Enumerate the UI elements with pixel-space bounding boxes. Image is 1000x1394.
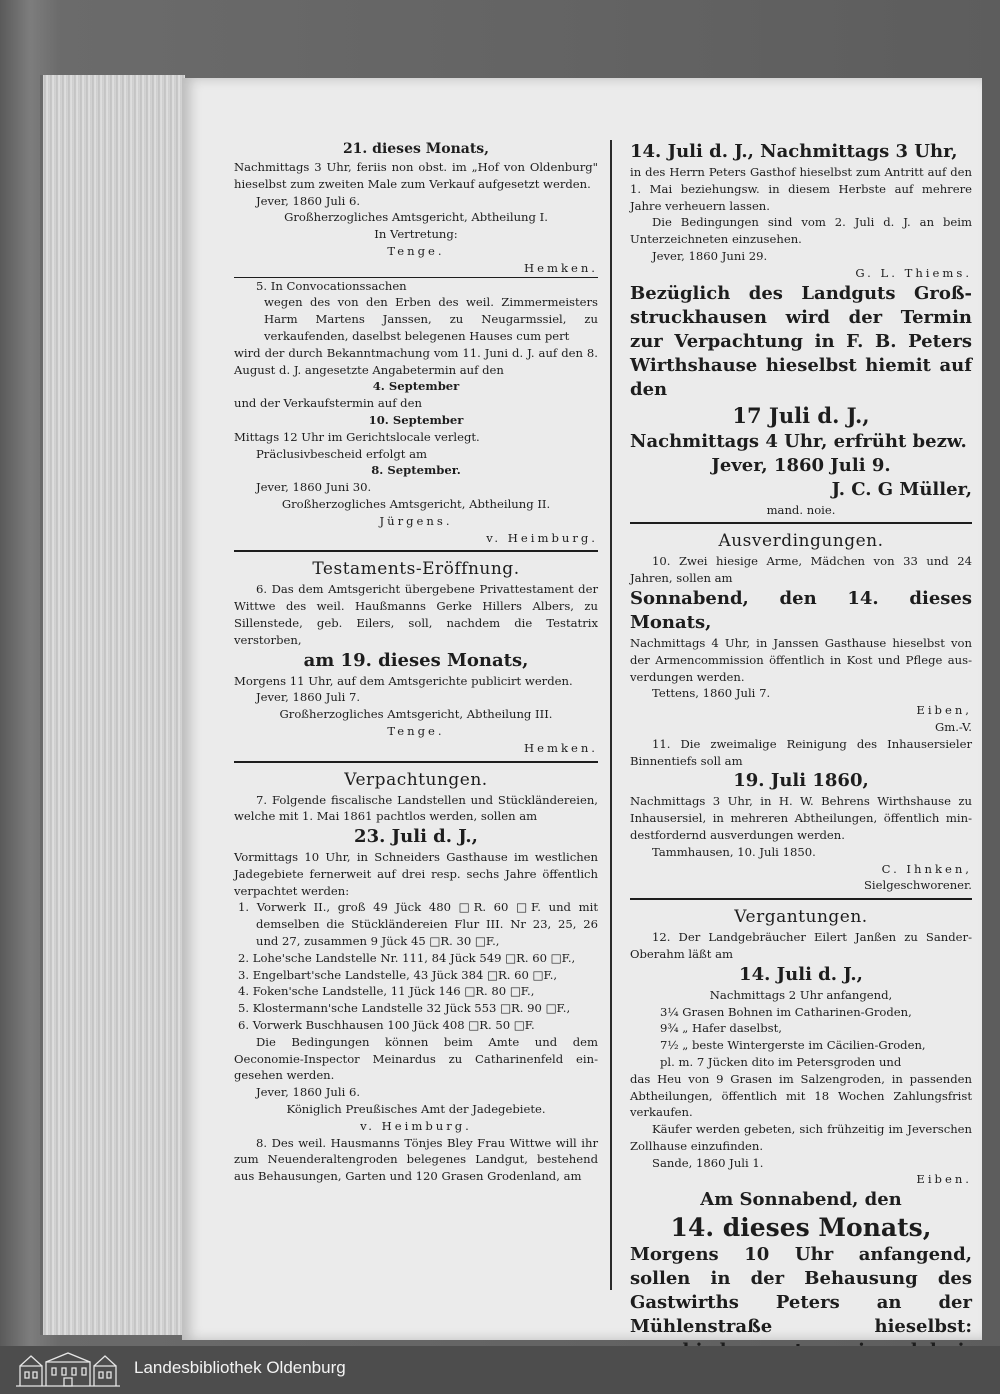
notice-text: Morgens 10 Uhr anfangend, sollen in der Behausung des Gastwirths Peters an der Mühlenstraße hieselbst:: [630, 1244, 972, 1338]
notice-date: 4. September: [372, 379, 460, 394]
section-rule: [630, 522, 972, 524]
section-rule: [630, 898, 972, 900]
list-item: 1. Vorwerk II., groß 49 Jück 480 □R. 60 □F. und mit demselben die Stückländereien Flur III. Nr 23, 25, 26 und 27, zusammen 9 Jück 45 □R. 30 □F.,: [238, 900, 598, 949]
notice-place-date: Jever, 1860 Juni 30.: [256, 480, 372, 495]
notice-place-date: Tettens, 1860 Juli 7.: [652, 686, 771, 701]
list-item: 9¾ „ Hafer daselbst,: [660, 1021, 782, 1036]
notice-date: 19. Juli 1860,: [733, 770, 869, 792]
notice-place-date: Tammhausen, 10. Juli 1850.: [652, 844, 816, 859]
notice-text: das Heu von 9 Grasen im Salzengroden, in passenden Abtheilungen, öffentlich mit 18 Wochen Zahlungsfrist verkaufen.: [630, 1071, 972, 1120]
notice-signature: Tenge.: [387, 243, 445, 258]
notice-text: Nachmittags 3 Uhr, in H. W. Behrens Wirthshause zu Inhausersiel, in mehreren Abtheilungen, öffentlich mindestfordernd ausverdungen werden.: [630, 794, 972, 842]
right-column: [630, 140, 972, 1387]
notice-date: am 19. dieses Monats,: [303, 649, 529, 671]
notice-date: 17 Juli d. J.,: [732, 402, 870, 428]
notice-text: Die Bedingungen können beim Amte und dem Oeconomie-Inspector Meinardus zu Catharinenfeld eingesehen werden.: [234, 1034, 598, 1083]
notice-signature: Jürgens.: [379, 513, 453, 528]
list-item: pl. m. 7 Jücken dito im Petersgroden und: [660, 1054, 902, 1069]
notice-date: 14. Juli d. J.,: [739, 963, 863, 985]
notice-text: 5. In Convocationssachen: [256, 278, 407, 293]
notice-place-date: Jever, 1860 Juli 6.: [256, 1085, 361, 1100]
notice-text: 6. Das dem Amtsgericht übergebene Privattestament der Wittwe des weil. Haußmanns Gerke Hillers Albers, zu Sillenstede, geb. Eilers, soll, nachdem die Testatrix verstorben,: [234, 582, 598, 647]
book-page-edges: [40, 75, 185, 1335]
notice-text: Vormittags 10 Uhr, in Schneiders Gasthause im westlichen Jadegebiete fernerweit auf drei resp. sechs Jahre öffentlich verpachtet werden:: [234, 850, 598, 898]
notice-text: wird der durch Bekanntmachung vom 11. Juni d. J. auf den 8. August d. J. angesetzte Angabetermin auf den: [234, 345, 598, 377]
notice-place-date: Sande, 1860 Juli 1.: [652, 1155, 764, 1170]
column-divider: [610, 140, 612, 1290]
newspaper-page: [182, 78, 982, 1340]
left-column: [234, 140, 598, 1185]
notice-signature: Eiben,: [916, 703, 972, 718]
library-name: Landesbibliothek Oldenburg: [134, 1358, 346, 1377]
notice-signature: Hemken.: [523, 740, 598, 755]
list-item: 3. Engelbart'sche Landstelle, 43 Jück 384 □R. 60 □F.,: [238, 967, 558, 982]
notice-place-date: Jever, 1860 Juli 6.: [256, 193, 361, 208]
notice-text: 10. Zwei hiesige Arme, Mädchen von 33 und 24 Jahren, sollen am: [630, 554, 972, 586]
notice-text: Nachmittags 4 Uhr, erfrüht bezw.: [630, 430, 967, 452]
notice-court: Großherzogliches Amtsgericht, Abtheilung II.: [281, 496, 551, 511]
notice-place-date: Jever, 1860 Juli 9.: [711, 454, 891, 476]
notice-text: Käufer werden gebeten, sich frühzeitig im Jeverschen Zollhause einzufinden.: [630, 1122, 972, 1153]
notice-date: 14. Juli d. J., Nachmittags 3 Uhr,: [630, 141, 958, 162]
list-item: 6. Vorwerk Buschhausen 100 Jück 408 □R. 50 □F.: [238, 1018, 535, 1033]
notice-date: 8. September.: [371, 463, 461, 478]
section-heading: Vergantungen.: [734, 907, 868, 928]
notice-text: und der Verkaufstermin auf den: [234, 396, 422, 411]
notice-text: 7. Folgende fiscalische Landstellen und Stückländereien, welche mit 1. Mai 1861 pachtlos werden, sollen am: [234, 792, 598, 824]
list-item: 4. Foken'sche Landstelle, 11 Jück 146 □R. 80 □F.,: [238, 984, 535, 999]
notice-date: 10. September: [368, 412, 464, 427]
notice-signature: Eiben.: [916, 1172, 972, 1187]
notice-date: 21. dieses Monats,: [342, 141, 490, 157]
notice-text: 11. Die zweimalige Reinigung des Inhausersieler Binnentiefs soll am: [630, 736, 972, 768]
notice-text: Die Bedingungen sind vom 2. Juli d. J. an beim Unterzeichneten einzusehen.: [630, 215, 972, 247]
list-item: 2. Lohe'sche Landstelle Nr. 111, 84 Jück 549 □R. 60 □F.,: [238, 950, 576, 965]
notice-text: Präclusivbescheid erfolgt am: [256, 446, 428, 461]
section-heading: Ausverdingungen.: [718, 531, 884, 552]
notice-signature: v. Heimburg.: [360, 1118, 472, 1133]
notice-text: wegen des von den Erben des weil. Zimmermeisters Harm Martens Janssen, zu Neugarmssiel, zu verkaufenden, daselbst belegenen Hauses cum pert: [264, 295, 598, 343]
section-heading: Testaments-Eröffnung.: [312, 559, 520, 580]
notice-signature-note: mand. noie.: [766, 502, 836, 517]
notice-vertretung: In Vertretung:: [374, 227, 458, 242]
notice-signature: Tenge.: [387, 723, 445, 738]
notice-date: Sonnabend, den 14. dieses Monats,: [630, 587, 972, 633]
notice-text: 8. Des weil. Hausmanns Tönjes Bley Frau Wittwe will ihr zum Neuenderaltengroden belegenes Landgut, bestehend aus Behausungen, Garten und 120 Grasen Grodenland, am: [234, 1135, 598, 1184]
notice-text: in des Herrn Peters Gasthof hieselbst zum Antritt auf den 1. Mai beziehungsw. in diesem Herbste auf mehrere Jahre verheuern lassen.: [630, 165, 972, 213]
notice-text: 12. Der Landgebräucher Eilert Janßen zu Sander-Oberahm läßt am: [630, 930, 972, 961]
notice-text: Nachmittags 4 Uhr, in Janssen Gasthause hieselbst von der Armencommission öffentlich in Kost und Pflege ausverdungen werden.: [630, 635, 972, 684]
notice-date: 23. Juli d. J.,: [354, 826, 478, 848]
notice-signature: C. Ihnken,: [881, 861, 972, 876]
notice-signature: Sielgeschworener.: [863, 878, 972, 893]
notice-signature: J. C. G Müller,: [831, 478, 972, 500]
notice-court: Großherzogliches Amtsgericht, Abtheilung III.: [279, 707, 553, 722]
section-rule: [234, 761, 598, 763]
notice-court: Königlich Preußisches Amt der Jadegebiete.: [286, 1102, 546, 1117]
library-building-logo: [12, 1350, 124, 1390]
section-heading: Verpachtungen.: [344, 769, 488, 790]
notice-signature: v. Heimburg.: [486, 530, 598, 545]
notice-text: Nachmittags 3 Uhr, feriis non obst. im „Hof von Oldenburg" hieselbst zum zweiten Male zum Verkauf aufgesetzt werden.: [234, 160, 598, 191]
notice-signature: G. L. Thiems.: [855, 265, 972, 280]
notice-text: Mittags 12 Uhr im Gerichtslocale verlegt.: [234, 429, 480, 444]
section-rule: [234, 550, 598, 552]
list-item: 3¼ Grasen Bohnen im Catharinen-Groden,: [660, 1004, 912, 1019]
notice-signature: Hemken.: [234, 260, 598, 278]
notice-court: Großherzogliches Amtsgericht, Abtheilung I.: [284, 210, 548, 225]
notice-text: Am Sonnabend, den: [700, 1189, 902, 1211]
notice-date: 14. dieses Monats,: [670, 1213, 932, 1243]
notice-text: Nachmittags 2 Uhr anfangend,: [709, 987, 893, 1002]
notice-text: Bezüglich des Landguts Großstruckhausen wird der Termin zur Verpachtung in F. B. Peters Wirthshause hieselbst hiemit auf den: [630, 282, 972, 400]
notice-place-date: Jever, 1860 Juni 29.: [652, 248, 768, 263]
footer-bar: [0, 1346, 1000, 1394]
notice-signature: Gm.-V.: [934, 719, 972, 734]
notice-text: Morgens 11 Uhr, auf dem Amtsgerichte publicirt werden.: [234, 673, 573, 688]
list-item: 7½ „ beste Wintergerste im Cäcilien-Groden,: [660, 1038, 926, 1053]
notice-place-date: Jever, 1860 Juli 7.: [256, 690, 361, 705]
list-item: 5. Klostermann'sche Landstelle 32 Jück 553 □R. 90 □F.,: [238, 1001, 571, 1016]
